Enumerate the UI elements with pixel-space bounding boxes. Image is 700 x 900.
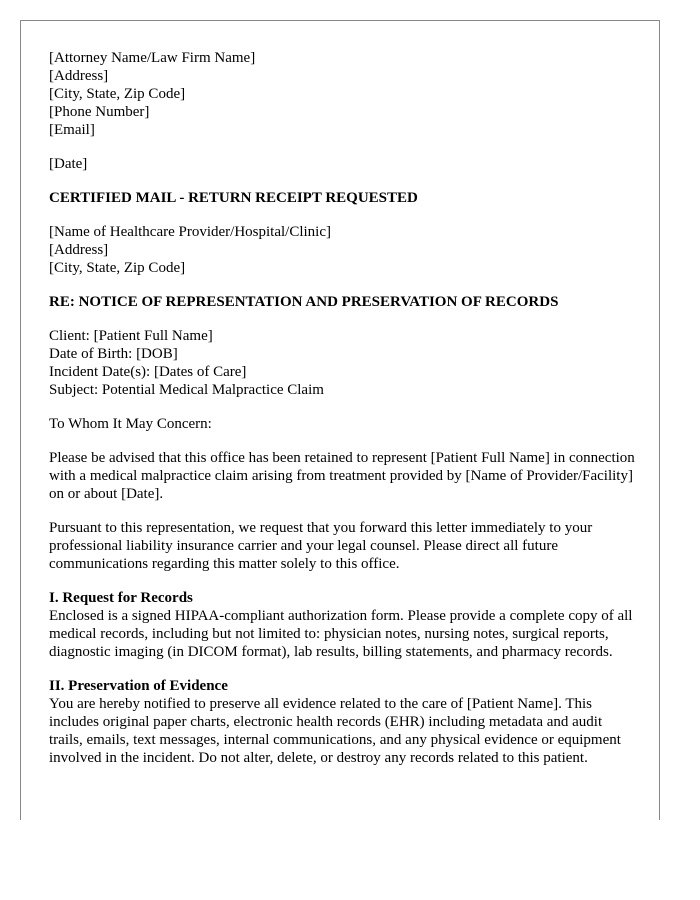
date-block	[49, 155, 639, 173]
letter-date: [Date]	[49, 156, 88, 172]
recipient-name: [Name of Healthcare Provider/Hospital/Clinic]	[49, 224, 331, 240]
section-preservation	[49, 677, 639, 767]
letter-page	[20, 20, 660, 820]
case-incident-dates: Incident Date(s): [Dates of Care]	[49, 364, 247, 380]
sender-city-state-zip: [City, State, Zip Code]	[49, 86, 186, 102]
recipient-block	[49, 223, 639, 277]
recipient-city-state-zip: [City, State, Zip Code]	[49, 260, 186, 276]
paragraph-retention: Please be advised that this office has been retained to represent [Patient Full Name] in connection with a medical malpractice claim arising from treatment provided by [Name of Provider/Facility] on or about [Date].	[49, 450, 635, 502]
salutation: To Whom It May Concern:	[49, 416, 212, 432]
delivery-block	[49, 189, 639, 207]
paragraph-insurance: Pursuant to this representation, we request that you forward this letter immediately to your professional liability insurance carrier and your legal counsel. Please direct all future communications regarding this matter solely to this office.	[49, 520, 593, 572]
case-info-block	[49, 327, 639, 399]
section-preservation-body: You are hereby notified to preserve all evidence related to the care of [Patient Name]. This includes original paper charts, electronic health records (EHR) including metadata and audit trails, emails, text messages, internal communications, and any physical evidence or equipment involved in the incident. Do not alter, delete, or destroy any records related to this patient.	[49, 696, 621, 766]
section-records-heading: I. Request for Records	[49, 590, 193, 606]
re-line: RE: NOTICE OF REPRESENTATION AND PRESERVATION OF RECORDS	[49, 294, 559, 310]
sender-block	[49, 49, 639, 139]
section-records	[49, 589, 639, 661]
letter-content	[49, 49, 639, 783]
section-preservation-heading: II. Preservation of Evidence	[49, 678, 228, 694]
section-records-body: Enclosed is a signed HIPAA-compliant authorization form. Please provide a complete copy of all medical records, including but not limited to: physician notes, nursing notes, surgical reports, diagnostic imaging (in DICOM format), lab results, billing statements, and pharmacy records.	[49, 608, 633, 660]
sender-address: [Address]	[49, 68, 109, 84]
salutation-block	[49, 415, 639, 433]
case-subject: Subject: Potential Medical Malpractice Claim	[49, 382, 324, 398]
sender-phone: [Phone Number]	[49, 104, 150, 120]
sender-name: [Attorney Name/Law Firm Name]	[49, 50, 256, 66]
delivery-method: CERTIFIED MAIL - RETURN RECEIPT REQUESTED	[49, 190, 418, 206]
sender-email: [Email]	[49, 122, 95, 138]
case-dob: Date of Birth: [DOB]	[49, 346, 178, 362]
case-client: Client: [Patient Full Name]	[49, 328, 213, 344]
re-block	[49, 293, 639, 311]
recipient-address: [Address]	[49, 242, 109, 258]
